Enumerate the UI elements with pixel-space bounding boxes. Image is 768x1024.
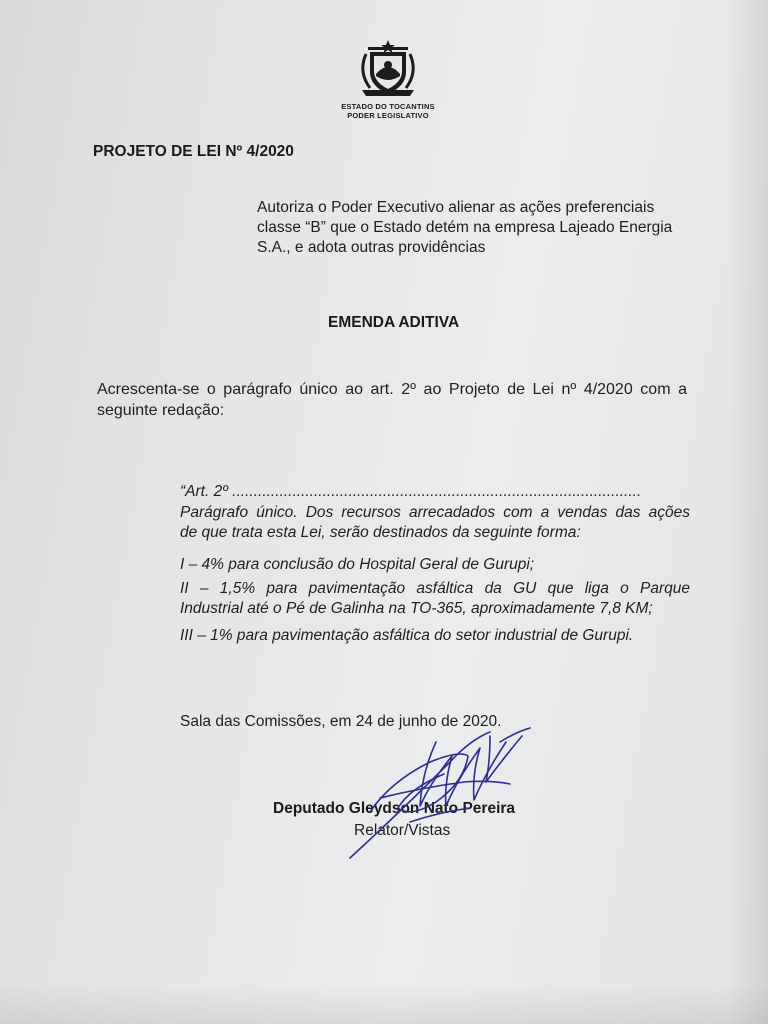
legislative-branch: PODER LEGISLATIVO bbox=[347, 111, 429, 120]
item-iii: III – 1% para pavimentação asfáltica do setor industrial de Gurupi. bbox=[180, 627, 634, 644]
paragraph-line: de que trata esta Lei, serão destinados da seguinte forma: bbox=[180, 524, 581, 541]
item-ii-line: Industrial até o Pé de Galinha na TO-365, aproximadamente 7,8 KM; bbox=[180, 600, 653, 617]
summary-line: Autoriza o Poder Executivo alienar as ações preferenciais bbox=[257, 199, 655, 216]
intro-line: seguinte redação: bbox=[97, 402, 225, 419]
coat-of-arms-icon bbox=[346, 38, 430, 98]
item-i: I – 4% para conclusão do Hospital Geral de Gurupi; bbox=[180, 556, 535, 573]
bill-title: PROJETO DE LEI Nº 4/2020 bbox=[93, 143, 294, 160]
page-bottom-shadow bbox=[0, 984, 768, 1024]
intro-line: Acrescenta-se o parágrafo único ao art. 2º ao Projeto de Lei nº 4/2020 com a bbox=[97, 381, 687, 398]
place-and-date: Sala das Comissões, em 24 de junho de 2020. bbox=[180, 713, 502, 730]
handwritten-signature bbox=[340, 722, 550, 862]
bill-summary bbox=[257, 198, 687, 258]
summary-line: classe “B” que o Estado detém na empresa Lajeado Energia bbox=[257, 219, 673, 236]
item-ii-line: II – 1,5% para pavimentação asfáltica da GU que liga o Parque bbox=[180, 580, 690, 597]
state-name: ESTADO DO TOCANTINS bbox=[341, 102, 435, 111]
paragraph-line: Parágrafo único. Dos recursos arrecadados com a vendas das ações bbox=[180, 504, 690, 521]
signatory-name: Deputado Gleydson Nato Pereira bbox=[273, 800, 516, 817]
signatory-role: Relator/Vistas bbox=[354, 822, 451, 839]
summary-line: S.A., e adota outras providências bbox=[257, 239, 486, 256]
item-ii bbox=[180, 579, 690, 619]
page-shadow bbox=[728, 0, 768, 1024]
amendment-intro bbox=[97, 379, 687, 421]
sole-paragraph bbox=[180, 503, 690, 543]
article-reference: “Art. 2º ............................................................................................... bbox=[180, 483, 642, 500]
amendment-heading: EMENDA ADITIVA bbox=[328, 314, 460, 331]
